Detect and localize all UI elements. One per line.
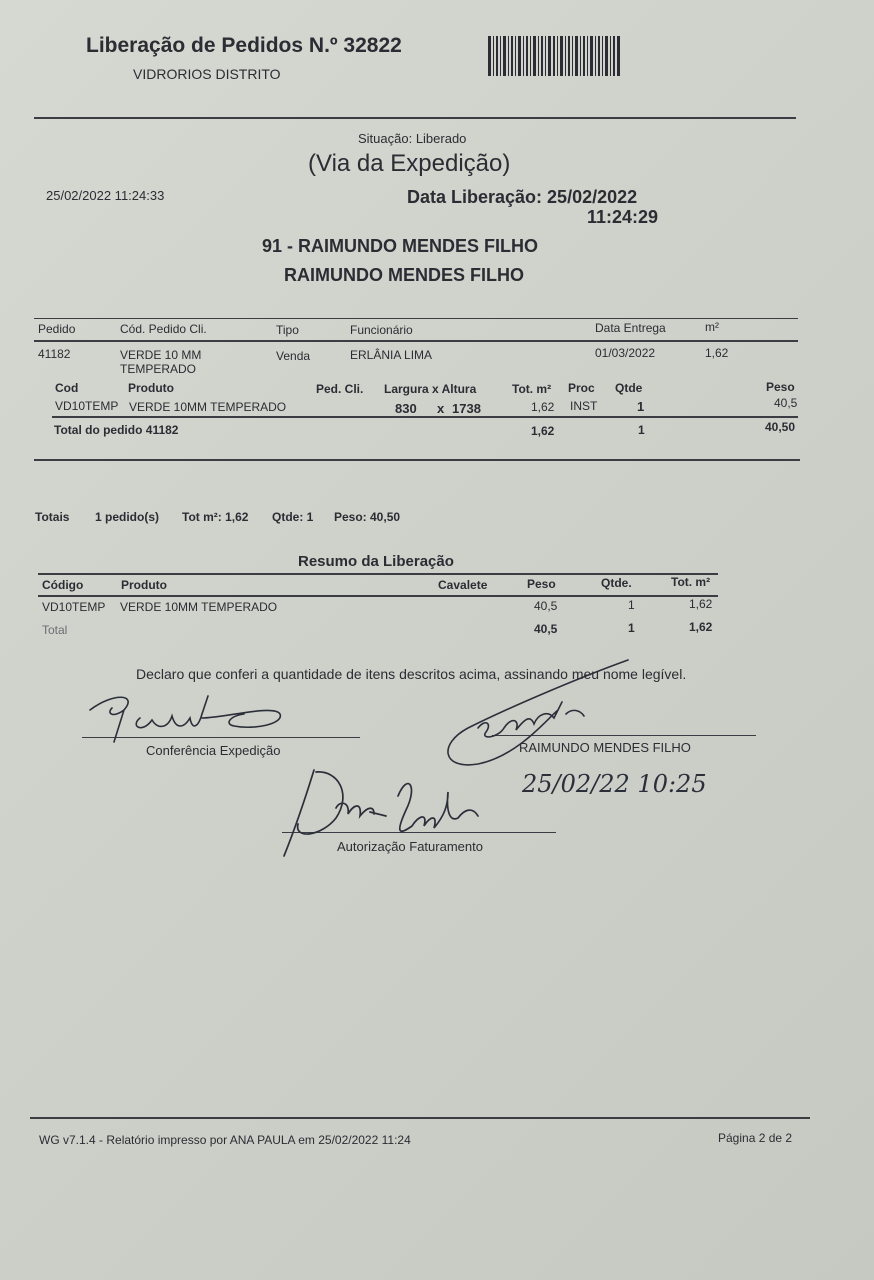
item-header-produto: Produto	[128, 381, 174, 395]
item-altura: 1738	[452, 401, 481, 416]
row-cod-pedido-cli-2: TEMPERADO	[120, 362, 197, 376]
item-tot-m2: 1,62	[531, 400, 555, 414]
item-header-peso: Peso	[766, 380, 795, 394]
resumo-row-produto: VERDE 10MM TEMPERADO	[120, 600, 278, 614]
header-divider	[34, 117, 796, 119]
resumo-total-qtde: 1	[628, 621, 635, 635]
handwritten-date: 25/02/22 10:25	[522, 770, 707, 798]
item-header-ped-cli: Ped. Cli.	[316, 382, 364, 396]
col-header-cod-pedido-cli: Cód. Pedido Cli.	[120, 322, 207, 336]
item-header-cod: Cod	[55, 381, 79, 395]
resumo-header-cavalete: Cavalete	[438, 578, 488, 592]
client-signature-name: RAIMUNDO MENDES FILHO	[519, 740, 691, 755]
order-table-top-rule	[34, 318, 798, 319]
row-tipo: Venda	[276, 349, 311, 363]
resumo-header-produto: Produto	[121, 578, 167, 592]
conferencia-signature-icon	[84, 684, 294, 744]
client-signature-icon	[438, 658, 638, 770]
col-header-m2: m²	[705, 320, 719, 334]
conferencia-label: Conferência Expedição	[146, 743, 281, 758]
item-qtde: 1	[637, 399, 645, 414]
item-proc: INST	[570, 399, 598, 413]
order-total-peso: 40,50	[765, 420, 796, 434]
row-cod-pedido-cli-1: VERDE 10 MM	[120, 348, 202, 362]
item-header-tot-m2: Tot. m²	[512, 382, 552, 396]
item-x: x	[437, 401, 445, 416]
resumo-title: Resumo da Liberação	[298, 553, 454, 570]
resumo-total-label: Total	[42, 623, 68, 637]
company-name: VIDRORIOS DISTRITO	[133, 66, 281, 82]
order-total-m2: 1,62	[531, 424, 555, 438]
item-total-rule	[52, 416, 798, 418]
item-largura: 830	[395, 401, 417, 416]
totais-tot-m2: Tot m²: 1,62	[182, 510, 249, 524]
order-table-header-rule	[34, 340, 798, 342]
data-liberacao-time: 11:24:29	[587, 207, 659, 227]
resumo-total-peso: 40,5	[534, 622, 558, 636]
totais-pedidos: 1 pedido(s)	[95, 510, 160, 524]
barcode-icon	[488, 36, 622, 76]
order-total-label: Total do pedido 41182	[54, 423, 179, 437]
resumo-row-peso: 40,5	[534, 599, 558, 613]
data-liberacao: Data Liberação: 25/02/2022	[407, 187, 638, 207]
item-header-proc: Proc	[568, 381, 595, 395]
resumo-header-qtde: Qtde.	[601, 576, 632, 590]
situacao-label: Situação: Liberado	[358, 131, 467, 146]
resumo-row-tot-m2: 1,62	[689, 597, 713, 611]
row-pedido: 41182	[38, 347, 71, 361]
resumo-header-rule	[38, 595, 718, 597]
col-header-funcionario: Funcionário	[350, 323, 413, 337]
client-name-line2: RAIMUNDO MENDES FILHO	[284, 265, 524, 285]
resumo-header-peso: Peso	[527, 577, 556, 591]
totais-label: Totais	[35, 510, 70, 524]
row-funcionario: ERLÂNIA LIMA	[350, 348, 433, 362]
col-header-tipo: Tipo	[276, 323, 299, 337]
order-table-bottom-rule	[34, 459, 800, 461]
resumo-header-tot-m2: Tot. m²	[671, 575, 711, 589]
item-header-largura-altura: Largura x Altura	[384, 382, 477, 396]
resumo-header-codigo: Código	[42, 578, 84, 592]
item-cod: VD10TEMP	[55, 399, 119, 413]
col-header-pedido: Pedido	[38, 322, 76, 336]
item-peso: 40,5	[774, 396, 798, 410]
footer-rule	[30, 1117, 810, 1119]
autorizacao-label: Autorização Faturamento	[337, 839, 483, 854]
footer-page-number: Página 2 de 2	[718, 1131, 793, 1145]
via-label: (Via da Expedição)	[308, 150, 511, 177]
footer-report: WG v7.1.4 - Relatório impresso por ANA PAULA em 25/02/2022 11:24	[39, 1133, 411, 1147]
resumo-total-tot-m2: 1,62	[689, 620, 713, 634]
item-header-qtde: Qtde	[615, 381, 643, 395]
row-data-entrega: 01/03/2022	[595, 346, 656, 360]
item-produto: VERDE 10MM TEMPERADO	[129, 400, 287, 414]
resumo-top-rule	[38, 573, 718, 575]
printed-datetime: 25/02/2022 11:24:33	[46, 188, 165, 203]
client-name-line1: 91 - RAIMUNDO MENDES FILHO	[262, 236, 539, 256]
col-header-data-entrega: Data Entrega	[595, 321, 666, 335]
resumo-row-qtde: 1	[628, 598, 635, 612]
row-m2: 1,62	[705, 346, 729, 360]
totais-qtde: Qtde: 1	[272, 510, 314, 524]
document-title: Liberação de Pedidos N.º 32822	[86, 34, 402, 57]
autorizacao-signature-icon	[278, 766, 498, 862]
declaration-text: Declaro que conferi a quantidade de itens descritos acima, assinando meu nome legível.	[136, 666, 687, 682]
totais-peso: Peso: 40,50	[334, 510, 401, 524]
order-total-qtde: 1	[638, 423, 645, 437]
resumo-row-codigo: VD10TEMP	[42, 600, 106, 614]
